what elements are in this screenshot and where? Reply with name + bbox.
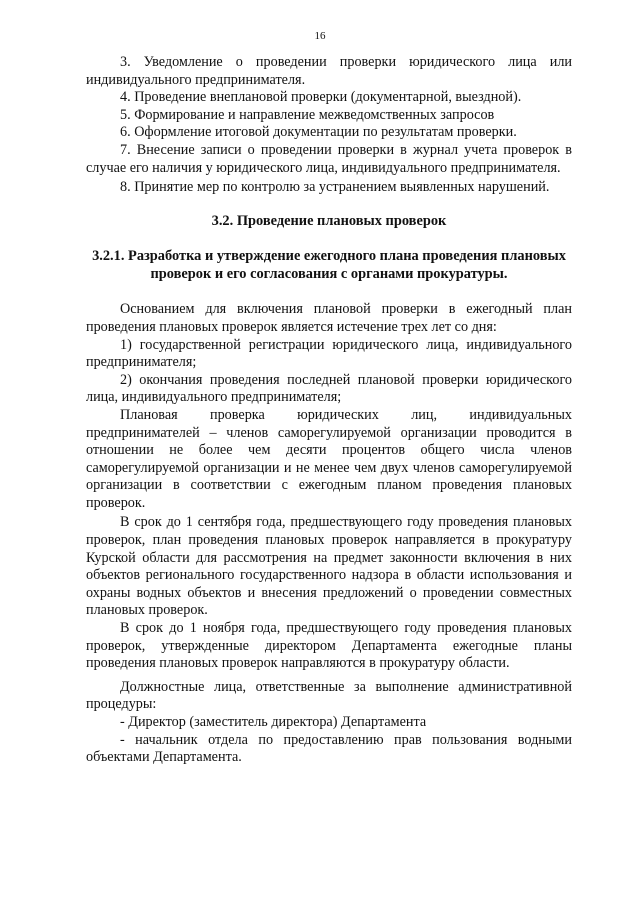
list-item: 8. Принятие мер по контролю за устранением выявленных нарушений. (120, 179, 550, 196)
paragraph: 2) окончания проведения последней плановой проверки юридического лица, индивидуального предпринимателя; (86, 371, 572, 406)
list-item: 7. Внесение записи о проведении проверки в журнал учета проверок в случае его наличия у юридического лица, индивидуального предпринимателя. (86, 141, 572, 176)
paragraph: - начальник отдела по предоставлению прав пользования водными объектами Департамента. (86, 731, 572, 766)
document-body (86, 54, 572, 767)
paragraph: - Директор (заместитель директора) Департамента (120, 714, 427, 730)
paragraph: В срок до 1 сентября года, предшествующего году проведения плановых проверок, план проведения плановых проверок направляется в прокуратуру Курской области для рассмотрения на предмет законности включения в них объектов регионального государственного надзора в области использования и охраны водных объектов и внесения предложений о проведении совместных плановых проверок. (86, 514, 572, 619)
paragraph: Плановая проверка юридических лиц, индивидуальных предпринимателей – членов саморегулируемой организации проводится в отношении не более чем десяти процентов общего числа членов саморегулируемой организации и не менее чем двух членов саморегулируемой организации в соответствии с ежегодным планом проведения плановых проверок. (86, 406, 572, 511)
paragraph: В срок до 1 ноября года, предшествующего году проведения плановых проверок, утвержденные директором Департамента ежегодные планы проведения плановых проверок направляются в прокуратуру области. (86, 620, 572, 672)
list-item: 5. Формирование и направление межведомственных запросов (120, 106, 495, 123)
list-item: 4. Проведение внеплановой проверки (документарной, выездной). (120, 89, 522, 106)
page-number: 16 (314, 30, 326, 42)
paragraph: Должностные лица, ответственные за выполнение административной процедуры: (86, 678, 572, 713)
section-heading: 3.2. Проведение плановых проверок (211, 212, 447, 229)
subsection-heading: 3.2.1. Разработка и утверждение ежегодного плана проведения плановых проверок и его согласования с органами прокуратуры. (92, 248, 566, 283)
paragraph: Основанием для включения плановой проверки в ежегодный план проведения плановых проверок является истечение трех лет со дня: (86, 301, 572, 335)
list-item: 3. Уведомление о проведении проверки юридического лица или индивидуального предпринимателя. (86, 54, 572, 88)
list-item: 6. Оформление итоговой документации по результатам проверки. (120, 124, 517, 141)
paragraph: 1) государственной регистрации юридического лица, индивидуального предпринимателя; (86, 336, 572, 371)
